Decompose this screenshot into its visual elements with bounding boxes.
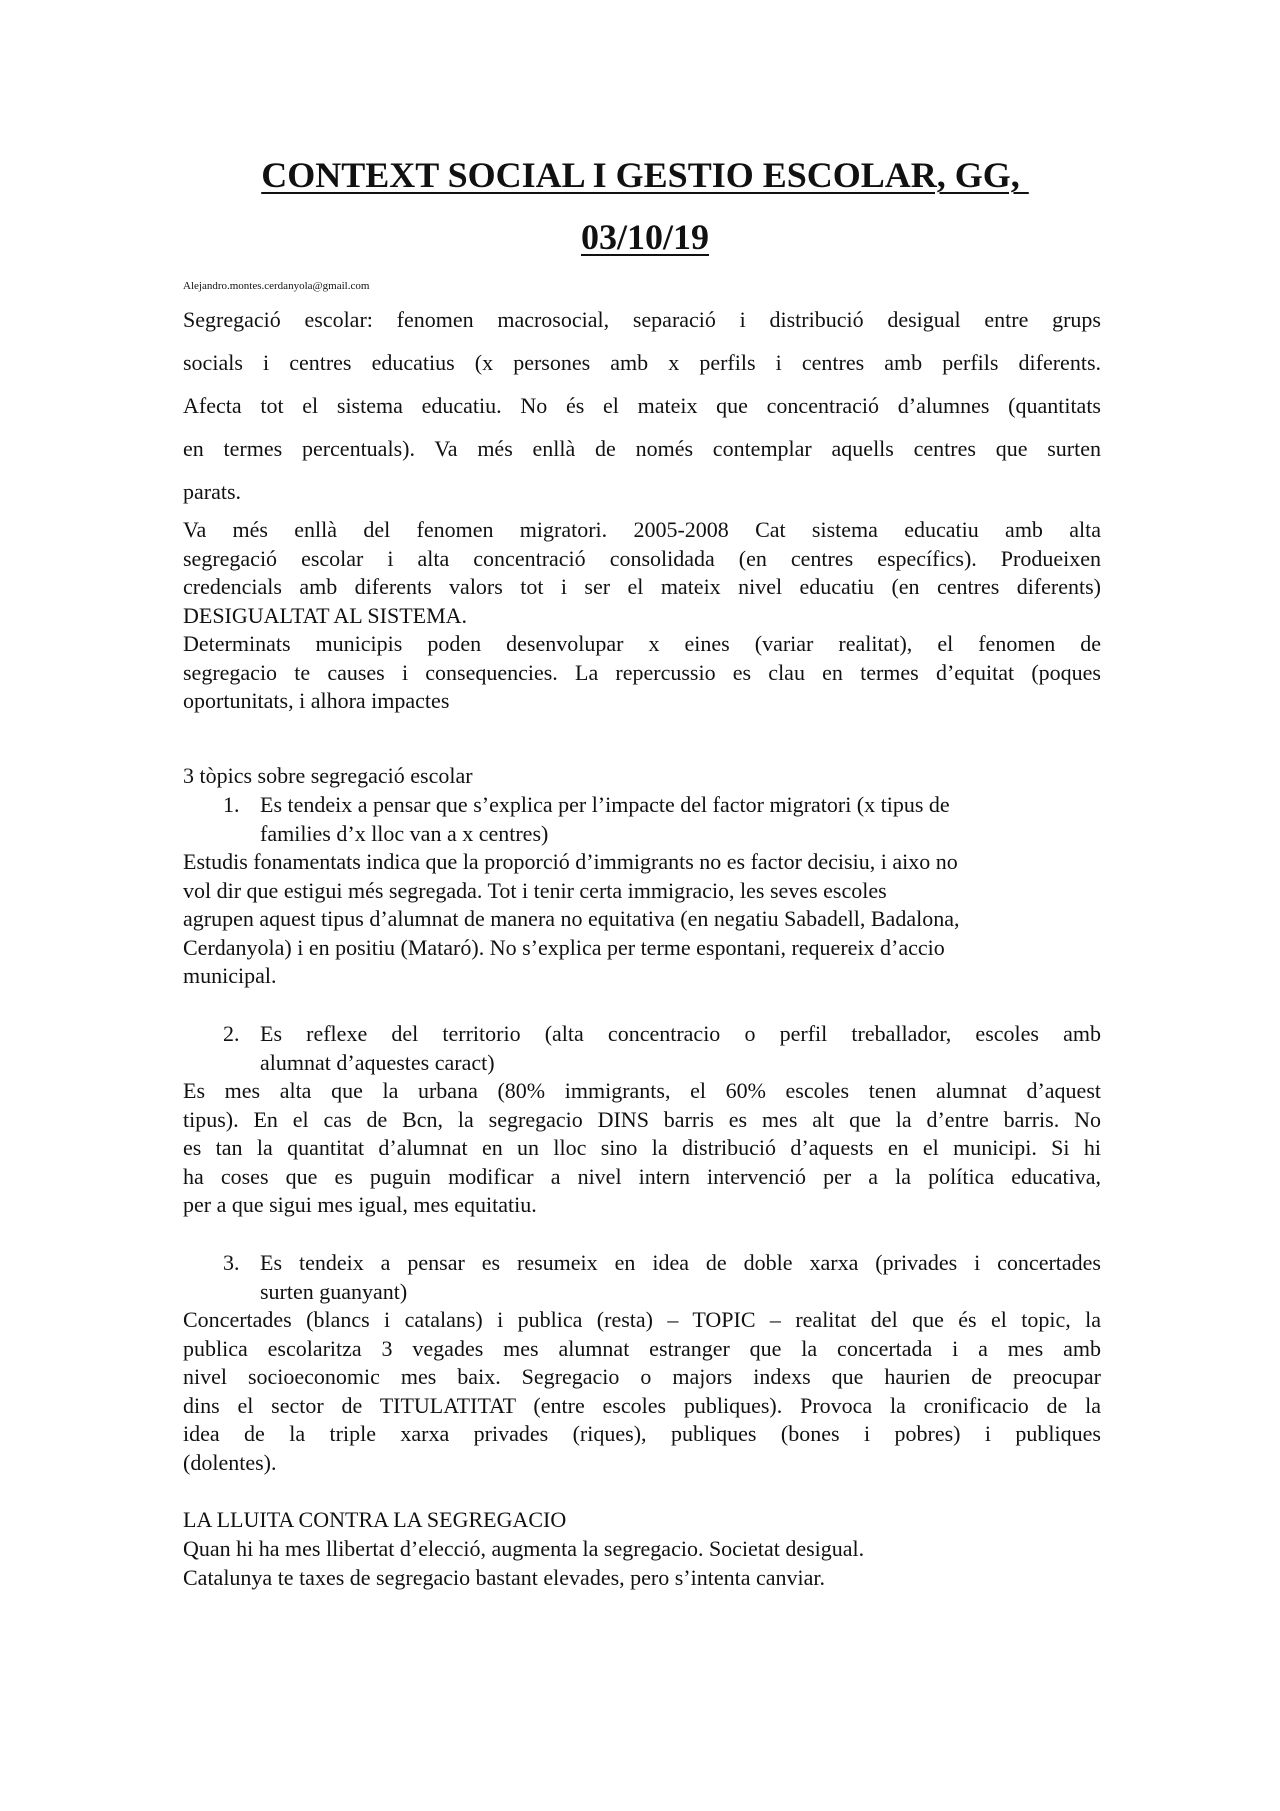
text-line: parats. xyxy=(183,479,242,504)
text-line: Va més enllà del fenomen migratori. 2005-2008 Cat sistema educatiu amb alta xyxy=(183,517,1101,542)
text-line: idea de la triple xarxa privades (riques), publiques (bones i pobres) i publiques xyxy=(183,1421,1101,1446)
text-line: Afecta tot el sistema educatiu. No és el mateix que concentració d’alumnes (quantitats xyxy=(183,393,1101,418)
text-line: en termes percentuals). Va més enllà de només contemplar aquells centres que surten xyxy=(183,436,1101,461)
list-item-2 xyxy=(260,1020,1101,1077)
text-line: Catalunya te taxes de segregacio bastant elevades, pero s’intenta canviar. xyxy=(183,1564,826,1590)
paragraph-freedom xyxy=(183,1535,1101,1592)
section-heading: LA LLUITA CONTRA LA SEGREGACIO xyxy=(183,1507,567,1532)
text-line: agrupen aquest tipus d’alumnat de manera no equitativa (en negatiu Sabadell, Badalona, xyxy=(183,906,960,931)
paragraph-migration xyxy=(183,516,1101,716)
text-line: per a que sigui mes igual, mes equitatiu. xyxy=(183,1192,537,1217)
text-line: families d’x lloc van a x centres) xyxy=(260,820,549,846)
list-number: 2. xyxy=(223,1021,240,1046)
text-line: credencials amb diferents valors tot i ser el mateix nivel educatiu (en centres diferents) xyxy=(183,574,1101,599)
text-line: oportunitats, i alhora impactes xyxy=(183,688,450,713)
text-line: Es mes alta que la urbana (80% immigrants, el 60% escoles tenen alumnat d’aquest xyxy=(183,1078,1101,1103)
list-number: 1. xyxy=(223,792,240,817)
text-line: Quan hi ha mes llibertat d’elecció, augmenta la segregacio. Societat desigual. xyxy=(183,1536,865,1561)
paragraph-studies xyxy=(183,848,1101,991)
document-title: CONTEXT SOCIAL I GESTIO ESCOLAR, GG, xyxy=(261,155,1029,195)
text-line: Determinats municipis poden desenvolupar x eines (variar realitat), el fenomen de xyxy=(183,631,1101,656)
paragraph-definition xyxy=(183,298,1101,513)
author-email: Alejandro.montes.cerdanyola@gmail.com xyxy=(183,280,370,292)
text-line: alumnat d’aquestes caract) xyxy=(260,1049,495,1075)
text-line: nivel socioeconomic mes baix. Segregacio o majors indexs que haurien de preocupar xyxy=(183,1364,1101,1389)
text-line: tipus). En el cas de Bcn, la segregacio DINS barris es mes alt que la d’entre barris. No xyxy=(183,1106,1101,1132)
text-line: Estudis fonamentats indica que la proporció d’immigrants no es factor decisiu, i aixo no xyxy=(183,849,958,874)
text-line: Es tendeix a pensar es resumeix en idea de doble xarxa (privades i concertades xyxy=(260,1250,1101,1275)
text-line: Es reflexe del territorio (alta concentracio o perfil treballador, escoles amb xyxy=(260,1021,1101,1046)
text-line: Es tendeix a pensar que s’explica per l’impacte del factor migratori (x tipus de xyxy=(260,792,950,817)
text-line: socials i centres educatius (x persones amb x perfils i centres amb perfils diferents. xyxy=(183,350,1101,375)
topics-heading: 3 tòpics sobre segregació escolar xyxy=(183,763,473,788)
text-line: DESIGUALTAT AL SISTEMA. xyxy=(183,602,468,628)
text-line: dins el sector de TITULATITAT (entre escoles publiques). Provoca la cronificacio de la xyxy=(183,1392,1101,1418)
text-line: municipal. xyxy=(183,963,277,988)
text-line: Segregació escolar: fenomen macrosocial, separació i distribució desigual entre grups xyxy=(183,307,1101,332)
text-line: surten guanyant) xyxy=(260,1278,408,1304)
paragraph-territory xyxy=(183,1077,1101,1220)
text-line: vol dir que estigui més segregada. Tot i tenir certa immigracio, les seves escoles xyxy=(183,877,887,903)
paragraph-concertades xyxy=(183,1306,1101,1477)
list-number: 3. xyxy=(223,1250,240,1275)
text-line: segregació escolar i alta concentració consolidada (en centres específics). Produeixen xyxy=(183,545,1101,571)
list-item-3 xyxy=(260,1249,1101,1306)
text-line: ha coses que es puguin modificar a nivel intern intervenció per a la política educativa, xyxy=(183,1163,1101,1189)
text-line: Cerdanyola) i en positiu (Mataró). No s’explica per terme espontani, requereix d’accio xyxy=(183,934,945,960)
text-line: Concertades (blancs i catalans) i publica (resta) – TOPIC – realitat del que és el topic, la xyxy=(183,1307,1101,1332)
text-line: segregacio te causes i consequencies. La repercussio es clau en termes d’equitat (poques xyxy=(183,659,1101,685)
text-line: es tan la quantitat d’alumnat en un lloc sino la distribució d’aquests en el municipi. Si hi xyxy=(183,1135,1101,1160)
text-line: publica escolaritza 3 vegades mes alumnat estranger que la concertada i a mes amb xyxy=(183,1335,1101,1361)
document-date: 03/10/19 xyxy=(580,217,709,257)
list-item-1 xyxy=(260,791,1101,848)
text-line: (dolentes). xyxy=(183,1449,277,1475)
